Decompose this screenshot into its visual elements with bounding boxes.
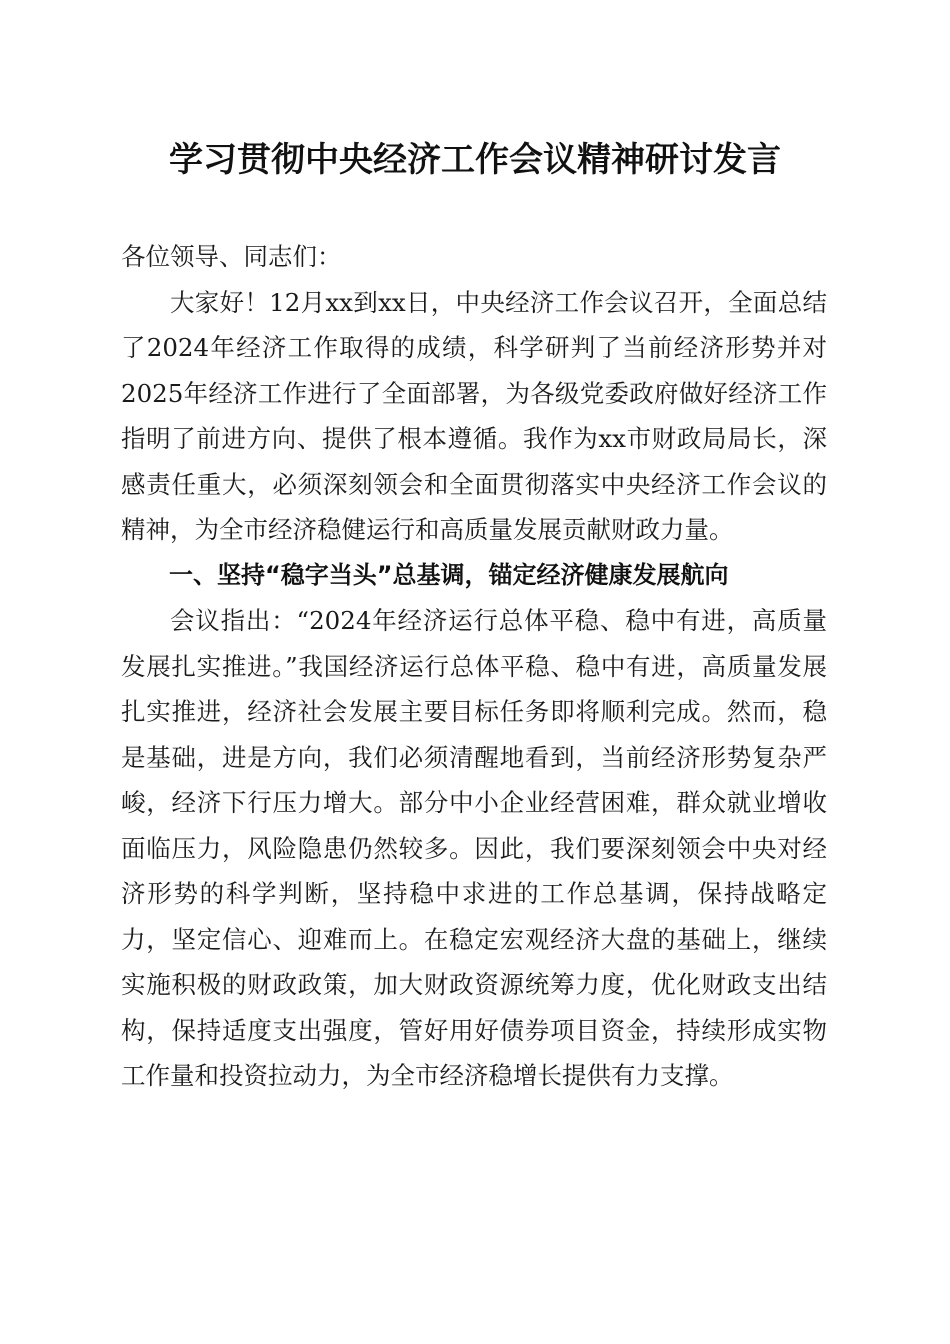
intro-paragraph: 大家好！12月xx到xx日，中央经济工作会议召开，全面总结了2024年经济工作取得的成绩，科学研判了当前经济形势并对2025年经济工作进行了全面部署，为各级党委政府做好经济工作指明了前进方向、提供了根本遵循。我作为xx市财政局局长，深感责任重大，必须深刻领会和全面贯彻落实中央经济工作会议的精神，为全市经济稳健运行和高质量发展贡献财政力量。 [121,287,827,544]
salutation: 各位领导、同志们： [121,242,342,271]
document-body [121,234,827,1099]
section-paragraph-1: 会议指出：“2024年经济运行总体平稳、稳中有进，高质量发展扎实推进。”我国经济运行总体平稳、稳中有进，高质量发展扎实推进，经济社会发展主要目标任务即将顺利完成。然而，稳是基础，进是方向，我们必须清醒地看到，当前经济形势复杂严峻，经济下行压力增大。部分中小企业经营困难，群众就业增收面临压力，风险隐患仍然较多。因此，我们要深刻领会中央对经济形势的科学判断，坚持稳中求进的工作总基调，保持战略定力，坚定信心、迎难而上。在稳定宏观经济大盘的基础上，继续实施积极的财政政策，加大财政资源统筹力度，优化财政支出结构，保持适度支出强度，管好用好债券项目资金，持续形成实物工作量和投资拉动力，为全市经济稳增长提供有力支撑。 [121,606,827,1090]
document-title: 学习贯彻中央经济工作会议精神研讨发言 [169,140,781,180]
section-heading-1: 一、坚持“稳字当头”总基调，锚定经济健康发展航向 [169,560,729,589]
